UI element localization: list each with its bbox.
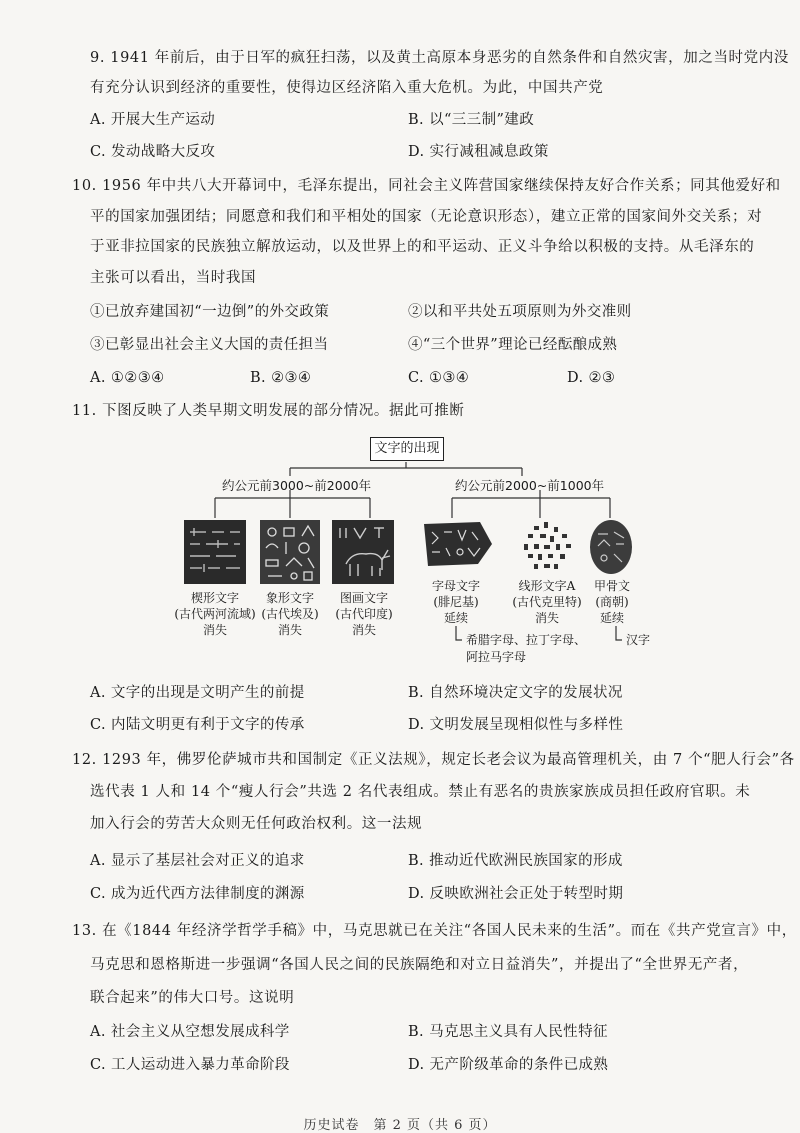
script-origin: (古代克里特) [512,595,582,609]
q10-option-b: B. ②③④ [250,370,312,386]
caption-hieroglyph [252,590,328,638]
script-status: 消失 [534,611,559,625]
alphabet-descendants-2: 阿拉马字母 [466,650,527,664]
q13-line-1: 13. 在《1844 年经济学哲学手稿》中，马克思就已在关注“各国人民未来的生活”。而在《共产党宣言》中， [72,923,797,939]
oracle-bone-image [588,518,634,576]
q10-statement-2: ②以和平共处五项原则为外交准则 [408,304,632,320]
q9-option-a: A. 开展大生产运动 [90,112,216,128]
q9-line-1: 9. 1941 年前后，由于日军的疯狂扫荡，以及黄土高原本身恶劣的自然条件和自然灾害，加之当时党内没 [90,50,789,66]
script-name: 楔形文字 [190,591,239,605]
script-name: 线形文字A [518,579,576,593]
script-name: 字母文字 [431,579,480,593]
q10-statement-1: ①已放弃建国初“一边倒”的外交政策 [90,304,330,320]
q13-option-d: D. 无产阶级革命的条件已成熟 [408,1057,609,1073]
q10-line-4: 主张可以看出，当时我国 [90,270,257,286]
script-status: 延续 [443,611,468,625]
q10-option-a: A. ①②③④ [90,370,165,386]
q12-option-a: A. 显示了基层社会对正义的追求 [90,853,305,869]
q10-line-2: 平的国家加强团结；同愿意和我们和平相处的国家（无论意识形态），建立正常的国家间外交关系；对 [90,209,763,225]
q12-option-b: B. 推动近代欧洲民族国家的形成 [408,853,623,869]
q11-option-b: B. 自然环境决定文字的发展状况 [408,685,623,701]
q12-line-3: 加入行会的劳苦大众则无任何政治权利。这一法规 [90,816,423,832]
q12-line-1: 12. 1293 年，佛罗伦萨城市共和国制定《正义法规》，规定长老会议为最高管理机关，由 7 个“肥人行会”各 [72,752,795,768]
q12-option-c: C. 成为近代西方法律制度的渊源 [90,886,305,902]
script-name: 象形文字 [265,591,314,605]
q13-option-c: C. 工人运动进入暴力革命阶段 [90,1057,290,1073]
q10-option-d: D. ②③ [567,370,616,386]
writing-origin-diagram [170,430,650,670]
q11-line-1: 11. 下图反映了人类早期文明发展的部分情况。据此可推断 [72,403,465,419]
script-name: 甲骨文 [593,579,630,593]
script-origin: (腓尼基) [433,595,479,609]
period-right: 约公元前2000~前1000年 [455,478,605,493]
caption-oracle-bone [584,578,640,626]
q13-option-a: A. 社会主义从空想发展成科学 [90,1024,290,1040]
q10-line-1: 10. 1956 年中共八大开幕词中，毛泽东提出，同社会主义阵营国家继续保持友好合作关系；同其他爱好和 [72,178,781,194]
script-status: 消失 [202,623,227,637]
q9-line-2: 有充分认识到经济的重要性，使得边区经济陷入重大危机。为此，中国共产党 [90,80,604,96]
script-origin: (古代印度) [335,607,393,621]
indus-seal-image [332,520,394,584]
caption-cuneiform [170,590,260,638]
q10-statement-3: ③已彰显出社会主义大国的责任担当 [90,337,329,353]
script-name: 图画文字 [339,591,388,605]
script-status: 消失 [277,623,302,637]
script-origin: (古代两河流域) [174,607,256,621]
q13-option-b: B. 马克思主义具有人民性特征 [408,1024,608,1040]
caption-phoenician [418,578,494,626]
hieroglyph-image [260,520,320,584]
diagram-title: 文字的出现 [370,437,444,461]
script-status: 消失 [351,623,376,637]
q11-option-d: D. 文明发展呈现相似性与多样性 [408,717,624,733]
q10-statement-4: ④“三个世界”理论已经酝酿成熟 [408,337,618,353]
q12-line-2: 选代表 1 人和 14 个“瘦人行会”共选 2 名代表组成。禁止有恶名的贵族家族成员担任政府官职。未 [90,784,751,800]
period-left: 约公元前3000~前2000年 [222,478,372,493]
q13-line-3: 联合起来”的伟大口号。这说明 [90,990,295,1006]
q11-option-c: C. 内陆文明更有利于文字的传承 [90,717,305,733]
caption-indus [326,590,402,638]
q10-line-3: 于亚非拉国家的民族独立解放运动，以及世界上的和平运动、正义斗争给以积极的支持。从毛泽东的 [90,239,755,255]
q13-line-2: 马克思和恩格斯进一步强调“各国人民之间的民族隔绝和对立日益消失”，并提出了“全世界无产者， [90,957,749,973]
script-origin: (古代埃及) [261,607,319,621]
oracle-descendant: 汉字 [626,633,651,647]
q10-option-c: C. ①③④ [408,370,470,386]
cuneiform-tablet-image [184,520,246,584]
q11-option-a: A. 文字的出现是文明产生的前提 [90,685,305,701]
caption-linear-a [504,578,590,626]
script-status: 延续 [599,611,624,625]
q9-option-b: B. 以“三三制”建政 [408,112,535,128]
page-footer: 历史试卷 第 2 页（共 6 页） [303,1118,497,1133]
linear-a-disc-image [520,518,574,576]
q9-option-c: C. 发动战略大反攻 [90,144,216,160]
script-origin: (商朝) [595,595,629,609]
alphabet-descendants-1: 希腊字母、拉丁字母、 [466,633,587,647]
q12-option-d: D. 反映欧洲社会正处于转型时期 [408,886,624,902]
q9-option-d: D. 实行减租减息政策 [408,144,549,160]
phoenician-alphabet-image [422,520,494,568]
